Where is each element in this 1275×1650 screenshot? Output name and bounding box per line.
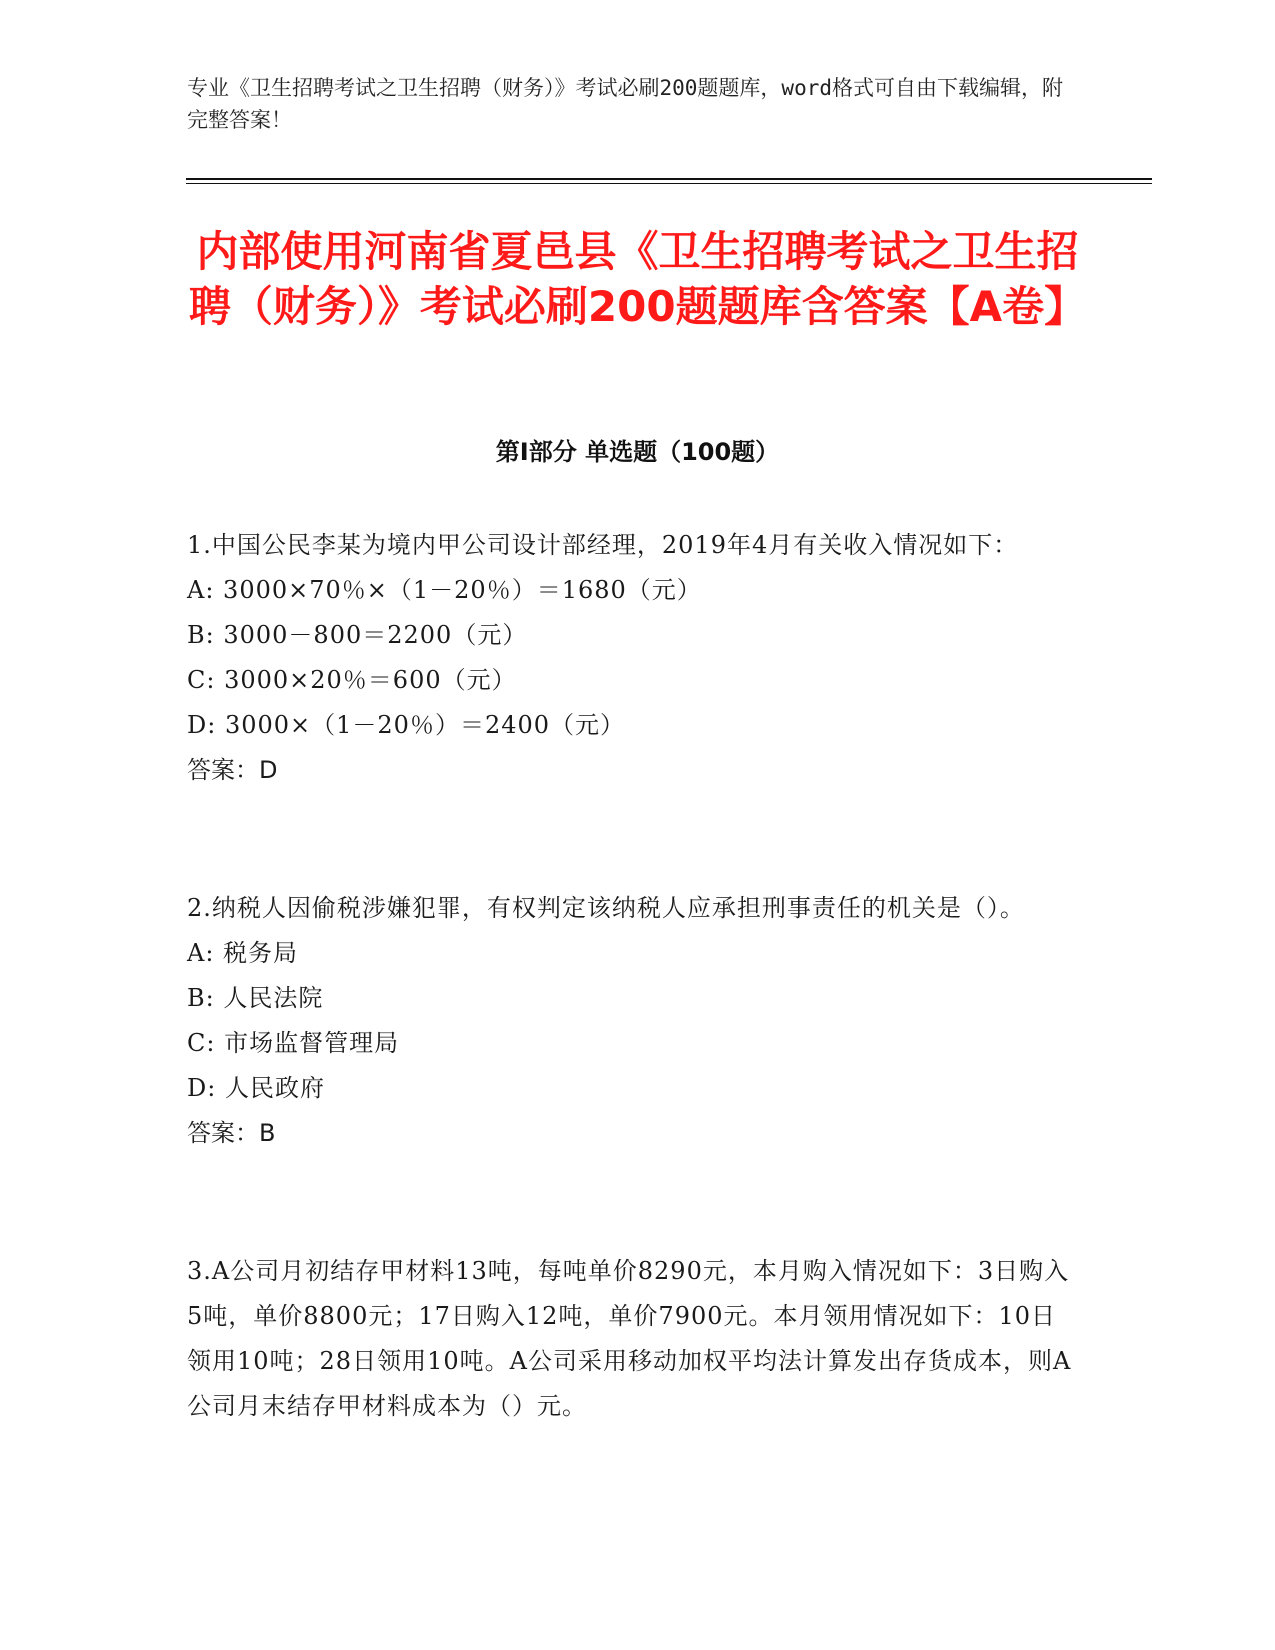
question-2 [187,886,1077,1156]
question-stem: 1.中国公民李某为境内甲公司设计部经理，2019年4月有关收入情况如下： [187,531,1019,559]
option-d: D: 3000×（1－20％）＝2400（元） [187,711,626,739]
header-divider-thick [186,178,1152,180]
option-b: B: 人民法院 [187,984,324,1012]
question-answer: 答案：B [187,1119,276,1147]
question-3 [187,1249,1077,1429]
header-note: 专业《卫生招聘考试之卫生招聘（财务）》考试必刷200题题库，word格式可自由下载编辑，附完整答案！ [187,76,1063,132]
option-a: A: 3000×70％×（1－20％）＝1680（元） [187,576,702,604]
document-title: 内部使用河南省夏邑县《卫生招聘考试之卫生招聘（财务）》考试必刷200题题库含答案【A卷】 [188,227,1087,331]
question-answer: 答案：D [187,756,278,784]
question-stem: 2.纳税人因偷税涉嫌犯罪，有权判定该纳税人应承担刑事责任的机关是（）。 [187,894,1025,922]
option-c: C: 市场监督管理局 [187,1029,400,1057]
option-a: A: 税务局 [187,939,299,967]
question-stem: 3.A公司月初结存甲材料13吨，每吨单价8290元，本月购入情况如下：3日购入5吨，单价8800元；17日购入12吨，单价7900元。本月领用情况如下：10日领用10吨；28日领用10吨。A公司采用移动加权平均法计算发出存货成本，则A公司月末结存甲材料成本为（）元。 [187,1257,1072,1420]
option-c: C: 3000×20％＝600（元） [187,666,517,694]
header-divider-thin [186,183,1152,184]
option-b: B: 3000－800＝2200（元） [187,621,528,649]
option-d: D: 人民政府 [187,1074,325,1102]
section-heading: 第I部分 单选题（100题） [495,438,780,466]
question-1 [187,523,1077,793]
